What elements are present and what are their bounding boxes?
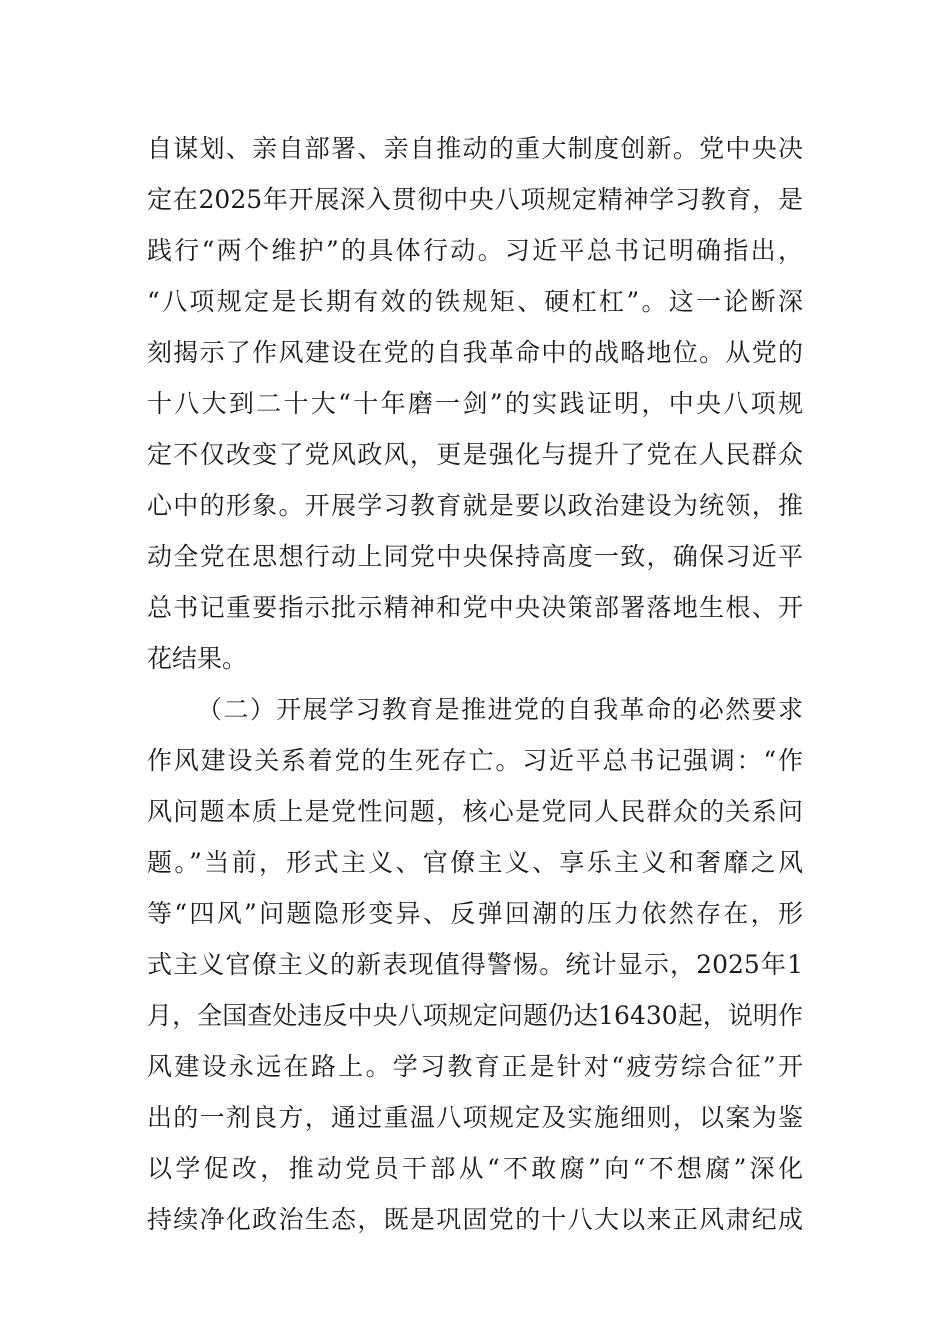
text-line: 月，全国查处违反中央八项规定问题仍达16430起，说明作 bbox=[147, 1001, 803, 1030]
text-line: 动全党在思想行动上同党中央保持高度一致，确保习近平 bbox=[147, 542, 803, 571]
text-line: “八项规定是长期有效的铁规矩、硬杠杠”。这一论断深 bbox=[147, 287, 803, 316]
text-line: 题。”当前，形式主义、官僚主义、享乐主义和奢靡之风 bbox=[147, 848, 803, 877]
body-text bbox=[147, 130, 803, 1252]
section-heading: （二）开展学习教育是推进党的自我革命的必然要求 bbox=[197, 695, 803, 724]
text-line: 践行“两个维护”的具体行动。习近平总书记明确指出， bbox=[147, 236, 803, 265]
text-line: 定在2025年开展深入贯彻中央八项规定精神学习教育，是 bbox=[147, 185, 803, 214]
text-line: 心中的形象。开展学习教育就是要以政治建设为统领，推 bbox=[147, 491, 803, 520]
text-line: 式主义官僚主义的新表现值得警惕。统计显示，2025年1 bbox=[147, 950, 803, 979]
text-line: 花结果。 bbox=[147, 644, 248, 673]
text-line: 刻揭示了作风建设在党的自我革命中的战略地位。从党的 bbox=[147, 338, 803, 367]
text-line: 自谋划、亲自部署、亲自推动的重大制度创新。党中央决 bbox=[147, 134, 803, 163]
text-line: 作风建设关系着党的生死存亡。习近平总书记强调：“作 bbox=[147, 746, 803, 775]
text-line: 定不仅改变了党风政风，更是强化与提升了党在人民群众 bbox=[147, 440, 803, 469]
text-line: 以学促改，推动党员干部从“不敢腐”向“不想腐”深化 bbox=[147, 1154, 803, 1183]
text-line: 持续净化政治生态，既是巩固党的十八大以来正风肃纪成 bbox=[147, 1205, 803, 1234]
text-line: 风建设永远在路上。学习教育正是针对“疲劳综合征”开 bbox=[147, 1052, 803, 1081]
text-line: 等“四风”问题隐形变异、反弹回潮的压力依然存在，形 bbox=[147, 899, 803, 928]
text-line: 出的一剂良方，通过重温八项规定及实施细则，以案为鉴 bbox=[147, 1103, 803, 1132]
text-line: 总书记重要指示批示精神和党中央决策部署落地生根、开 bbox=[147, 593, 803, 622]
text-line: 风问题本质上是党性问题，核心是党同人民群众的关系问 bbox=[147, 797, 803, 826]
text-line: 十八大到二十大“十年磨一剑”的实践证明，中央八项规 bbox=[147, 389, 803, 418]
